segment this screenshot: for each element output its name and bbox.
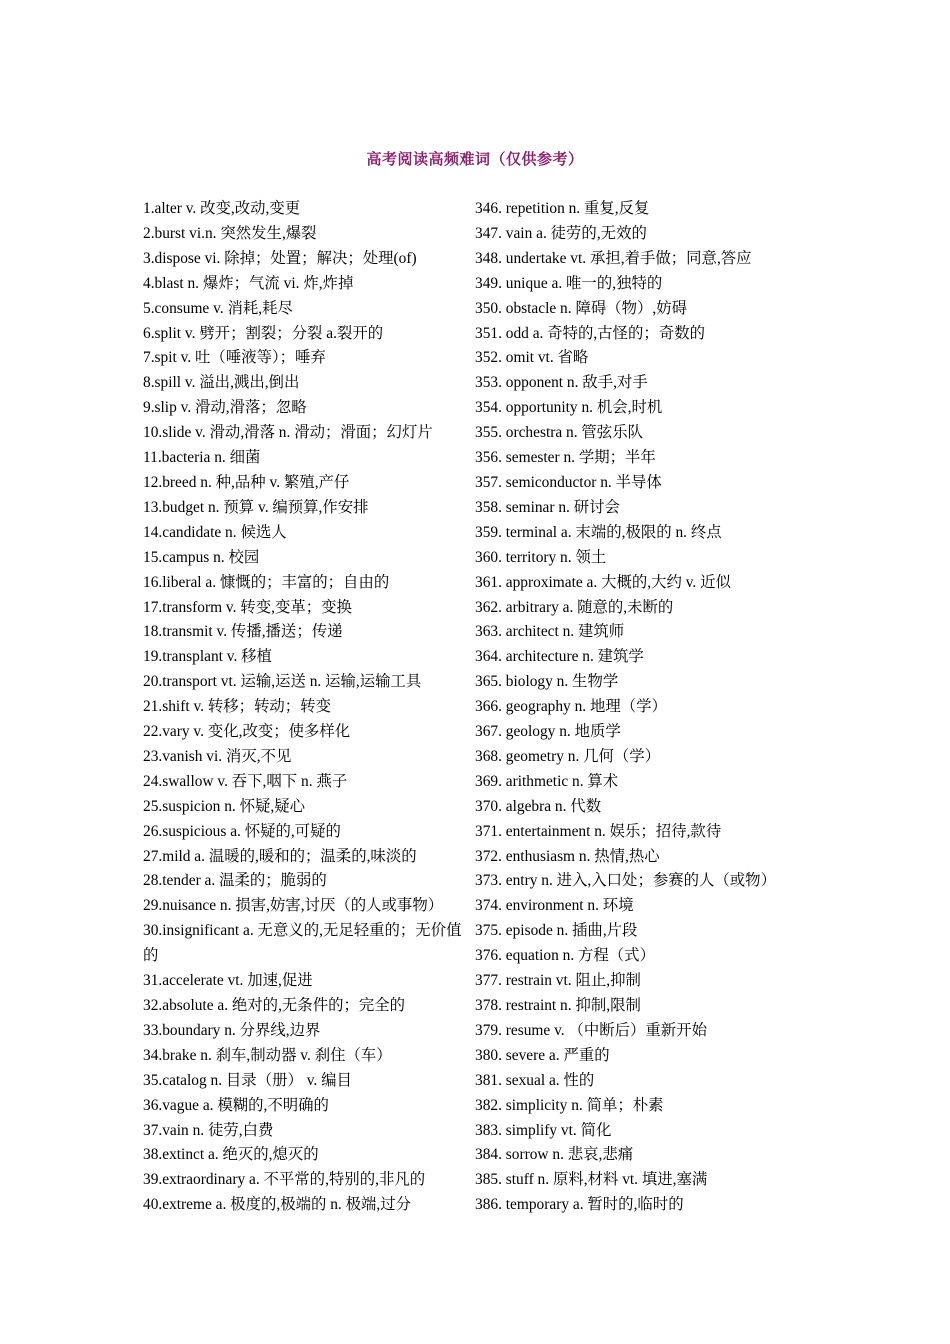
vocab-entry: 346. repetition n. 重复,反复 [475, 200, 650, 217]
vocab-entry: 375. episode n. 插曲,片段 [475, 922, 638, 940]
vocab-entry: 376. equation n. 方程（式） [475, 947, 655, 965]
vocab-entry: 6.split v. 劈开；割裂；分裂 a.裂开的 [143, 324, 384, 342]
vocab-entry: 367. geology n. 地质学 [475, 723, 621, 741]
vocab-entry: 26.suspicious a. 怀疑的,可疑的 [143, 822, 341, 840]
vocab-entry: 377. restrain vt. 阻止,抑制 [475, 972, 641, 990]
vocab-entry: 29.nuisance n. 损害,妨害,讨厌（的人或事物） [143, 897, 444, 915]
vocab-entry: 369. arithmetic n. 算术 [475, 772, 619, 790]
vocab-entry: 14.candidate n. 候选人 [143, 523, 287, 541]
vocab-entry: 350. obstacle n. 障碍（物）,妨碍 [475, 299, 688, 317]
vocab-entry: 13.budget n. 预算 v. 编预算,作安排 [143, 498, 369, 516]
vocab-entry: 15.campus n. 校园 [143, 548, 260, 566]
vocab-entry: 32.absolute a. 绝对的,无条件的；完全的 [143, 997, 406, 1014]
vocab-entry: 359. terminal a. 末端的,极限的 n. 终点 [475, 523, 722, 541]
vocab-entry: 378. restraint n. 抑制,限制 [475, 997, 641, 1014]
vocab-entry: 372. enthusiasm n. 热情,热心 [475, 847, 660, 865]
vocab-entry: 360. territory n. 领土 [475, 548, 607, 566]
vocab-entry: 361. approximate a. 大概的,大约 v. 近似 [475, 573, 731, 591]
vocab-entry: 8.spill v. 溢出,溅出,倒出 [143, 374, 300, 392]
vocab-entry: 40.extreme a. 极度的,极端的 n. 极端,过分 [143, 1196, 412, 1214]
vocab-entry: 12.breed n. 种,品种 v. 繁殖,产仔 [143, 473, 350, 491]
vocab-entry: 9.slip v. 滑动,滑落；忽略 [143, 399, 307, 417]
vocab-entry: 385. stuff n. 原料,材料 vt. 填进,塞满 [475, 1171, 708, 1189]
vocab-entry: 370. algebra n. 代数 [475, 797, 602, 815]
vocab-entry: 380. severe a. 严重的 [475, 1046, 610, 1064]
vocab-entry: 35.catalog n. 目录（册） v. 编目 [143, 1071, 352, 1089]
vocab-entry: 362. arbitrary a. 随意的,未断的 [475, 598, 674, 616]
vocab-entry: 379. resume v. （中断后）重新开始 [475, 1021, 707, 1039]
vocab-entry: 31.accelerate vt. 加速,促进 [143, 972, 313, 990]
vocab-entry: 23.vanish vi. 消灭,不见 [143, 747, 292, 765]
vocab-entry: 365. biology n. 生物学 [475, 673, 619, 691]
vocab-entry: 17.transform v. 转变,变革；变换 [143, 598, 352, 616]
vocab-entry: 11.bacteria n. 细菌 [143, 449, 261, 467]
vocab-entry: 384. sorrow n. 悲哀,悲痛 [475, 1146, 634, 1164]
vocab-entry: 358. seminar n. 研讨会 [475, 498, 620, 516]
vocab-entry: 356. semester n. 学期；半年 [475, 449, 656, 467]
vocab-entry: 353. opponent n. 敌手,对手 [475, 374, 648, 392]
vocab-entry: 354. opportunity n. 机会,时机 [475, 399, 663, 417]
vocab-entry: 366. geography n. 地理（学） [475, 698, 667, 716]
vocab-entry: 349. unique a. 唯一的,独特的 [475, 274, 663, 292]
vocab-entry: 386. temporary a. 暂时的,临时的 [475, 1196, 684, 1214]
vocab-entry: 21.shift v. 转移；转动；转变 [143, 698, 331, 716]
vocab-entry: 1.alter v. 改变,改动,变更 [143, 200, 301, 217]
vocab-entry: 19.transplant v. 移植 [143, 648, 272, 666]
vocab-entry: 381. sexual a. 性的 [475, 1071, 595, 1089]
vocab-entry: 363. architect n. 建筑师 [475, 623, 625, 641]
vocab-entry: 37.vain n. 徒劳,白费 [143, 1121, 274, 1139]
vocab-entry: 10.slide v. 滑动,滑落 n. 滑动；滑面；幻灯片 [143, 424, 433, 442]
vocab-entry: 38.extinct a. 绝灭的,熄灭的 [143, 1146, 319, 1164]
vocab-entry: 355. orchestra n. 管弦乐队 [475, 424, 643, 442]
vocab-entry: 30.insignificant a. 无意义的,无足轻重的；无价值的 [143, 922, 462, 965]
vocab-entry: 383. simplify vt. 简化 [475, 1121, 612, 1139]
vocab-entry: 364. architecture n. 建筑学 [475, 648, 644, 666]
vocab-entry: 27.mild a. 温暖的,暖和的；温柔的,味淡的 [143, 847, 417, 865]
vocab-entry: 357. semiconductor n. 半导体 [475, 473, 662, 491]
vocab-entry: 33.boundary n. 分界线,边界 [143, 1021, 321, 1039]
vocab-entry: 5.consume v. 消耗,耗尽 [143, 299, 293, 317]
vocab-entry: 28.tender a. 温柔的；脆弱的 [143, 872, 327, 890]
vocab-entry: 351. odd a. 奇特的,古怪的；奇数的 [475, 324, 705, 342]
vocab-entry: 39.extraordinary a. 不平常的,特别的,非凡的 [143, 1171, 426, 1189]
vocab-entry: 347. vain a. 徒劳的,无效的 [475, 224, 647, 242]
vocab-entry: 24.swallow v. 吞下,咽下 n. 燕子 [143, 772, 348, 790]
vocabulary-column-right [475, 197, 815, 1218]
vocab-entry: 7.spit v. 吐（唾液等）；唾弃 [143, 349, 326, 367]
vocabulary-column-left [143, 197, 475, 1218]
vocab-entry: 20.transport vt. 运输,运送 n. 运输,运输工具 [143, 673, 422, 691]
vocab-entry: 382. simplicity n. 简单；朴素 [475, 1096, 664, 1114]
vocab-entry: 36.vague a. 模糊的,不明确的 [143, 1096, 329, 1114]
page-title: 高考阅读高频难词（仅供参考） [366, 152, 584, 168]
vocab-entry: 348. undertake vt. 承担,着手做；同意,答应 [475, 249, 752, 267]
vocab-entry: 34.brake n. 刹车,制动器 v. 刹住（车） [143, 1046, 392, 1064]
vocab-entry: 371. entertainment n. 娱乐；招待,款待 [475, 822, 722, 840]
vocab-entry: 2.burst vi.n. 突然发生,爆裂 [143, 224, 317, 242]
vocab-entry: 4.blast n. 爆炸；气流 vi. 炸,炸掉 [143, 274, 354, 292]
vocab-entry: 373. entry n. 进入,入口处；参赛的人（或物） [475, 872, 776, 890]
vocab-entry: 3.dispose vi. 除掉；处置；解决；处理(of) [143, 249, 417, 267]
vocab-entry: 352. omit vt. 省略 [475, 349, 589, 367]
vocab-entry: 25.suspicion n. 怀疑,疑心 [143, 797, 306, 815]
vocab-entry: 374. environment n. 环境 [475, 897, 634, 915]
vocab-entry: 368. geometry n. 几何（学） [475, 747, 661, 765]
vocab-entry: 18.transmit v. 传播,播送；传递 [143, 623, 343, 641]
vocab-entry: 22.vary v. 变化,改变；使多样化 [143, 723, 351, 741]
vocab-entry: 16.liberal a. 慷慨的；丰富的；自由的 [143, 573, 390, 591]
